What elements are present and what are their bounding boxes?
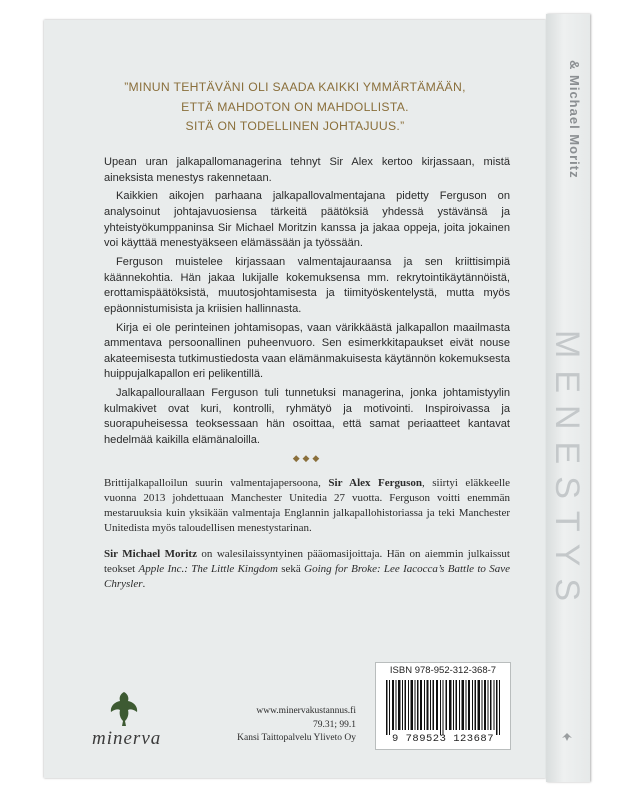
moritz-name: Sir Michael Moritz	[104, 548, 197, 560]
blurb-paragraph: Ferguson muistelee kirjassaan valmentajauraansa ja sen kriittisimpiä käännekohtia. Hän jakaa lukijalle kokemuksensa mm. rekrytointikäytännöistä, erottamispäätöksistä, muutosjohtamisesta ja tiimityöskentelystä, mutta myös epäonnistumisista ja kriisien hallinnasta.	[104, 255, 510, 315]
blurb-text	[104, 155, 510, 452]
book-title: Apple Inc.: The Little Kingdom	[138, 563, 278, 575]
owl-bird-icon	[108, 690, 140, 728]
bio-text: , siirtyi eläkkeelle vuonna 2013 johdettuaan Manchester Unitedia 27 vuotta. Ferguson voitti enemmän mestaruuksia kuin yksikään valmentaja Englannin jalkapallohistoriassa ja teki Manchester Unitedista myös taloudellisen menestystarinan.	[104, 477, 511, 534]
spine-title: MENESTYS	[548, 330, 586, 614]
quote-line: ETTÄ MAHDOTON ON MAHDOLLISTA.	[181, 99, 409, 114]
blurb-paragraph: Jalkapallourallaan Ferguson tuli tunnetuksi managerina, jonka johtamistyylin kulmakivet ovat kuri, kontrolli, ryhmätyö ja motivointi. Inspiroivassa ja suorapuheisessa teoksessaan hän osoittaa, että samat periaatteet kantavat hedelmää kaikilla elämänaloilla.	[104, 387, 510, 446]
cover-credit: Kansi Taittopalvelu Yliveto Oy	[237, 733, 356, 744]
barcode-box	[375, 662, 511, 750]
publisher-name: minerva	[92, 728, 162, 749]
bio-text: .	[142, 578, 146, 590]
blurb-paragraph: Kaikkien aikojen parhaana jalkapallovalmentajana pidetty Ferguson on analysoinut johtajavuosiensa tärkeitä päätöksiä yhdessä ystävänsä ja yhteistyökumppaninsa Sir Michael Moritzin kanssa ja jakaa oppeja, joita jokainen voi käyttää menestyäkseen elämässään ja työssään.	[104, 190, 510, 250]
bio-text: Brittijalkapalloilun suurin valmentajapersoona,	[104, 477, 329, 489]
blurb-paragraph: Kirja ei ole perinteinen johtamisopas, vaan värikkäästä jalkapallon maailmasta ammentava persoonallinen puheenvuoro. Sen esimerkkitapaukset eivät nouse akateemisesta tutkimustiedosta vaan elämänmakuisesta käytännön kokemuksesta huippujalkapallon eri pelikentillä.	[104, 321, 510, 381]
classification-code: 79.31; 99.1	[312, 719, 356, 730]
quote-line: ”MINUN TEHTÄVÄNI OLI SAADA KAIKKI YMMÄRTÄMÄÄN,	[124, 80, 466, 94]
barcode-graphic	[384, 680, 502, 735]
ferguson-name: Sir Alex Ferguson	[328, 477, 423, 489]
quote-line: SITÄ ON TODELLINEN JOHTAJUUS.”	[185, 119, 405, 133]
spine-bird-icon	[560, 730, 574, 744]
book-title: Going for Broke: Lee Iacocca’s Battle to Save Chrysler	[104, 563, 511, 590]
ornament-divider: ◆ ◆ ◆	[292, 454, 320, 464]
moritz-bio	[104, 547, 510, 592]
barcode-number: 9 789523 123687	[391, 733, 494, 745]
publisher-url: www.minervakustannus.fi	[256, 706, 356, 716]
pull-quote	[70, 78, 520, 137]
ferguson-bio	[104, 476, 510, 536]
spine-author: & Michael Moritz	[567, 60, 582, 179]
publisher-logo	[92, 690, 182, 750]
author-bios	[104, 476, 510, 603]
bio-text: on walesilaissyntyinen pääomasijoittaja. Hän on aiemmin julkaissut teokset	[104, 548, 510, 575]
isbn-label: ISBN 978-952-312-368-7	[389, 665, 497, 676]
publisher-info	[214, 705, 356, 746]
blurb-paragraph: Upean uran jalkapallomanagerina tehnyt Sir Alex kertoo kirjassaan, mistä aineksista menestys rakennetaan.	[104, 156, 510, 184]
bio-text: sekä	[277, 563, 305, 575]
